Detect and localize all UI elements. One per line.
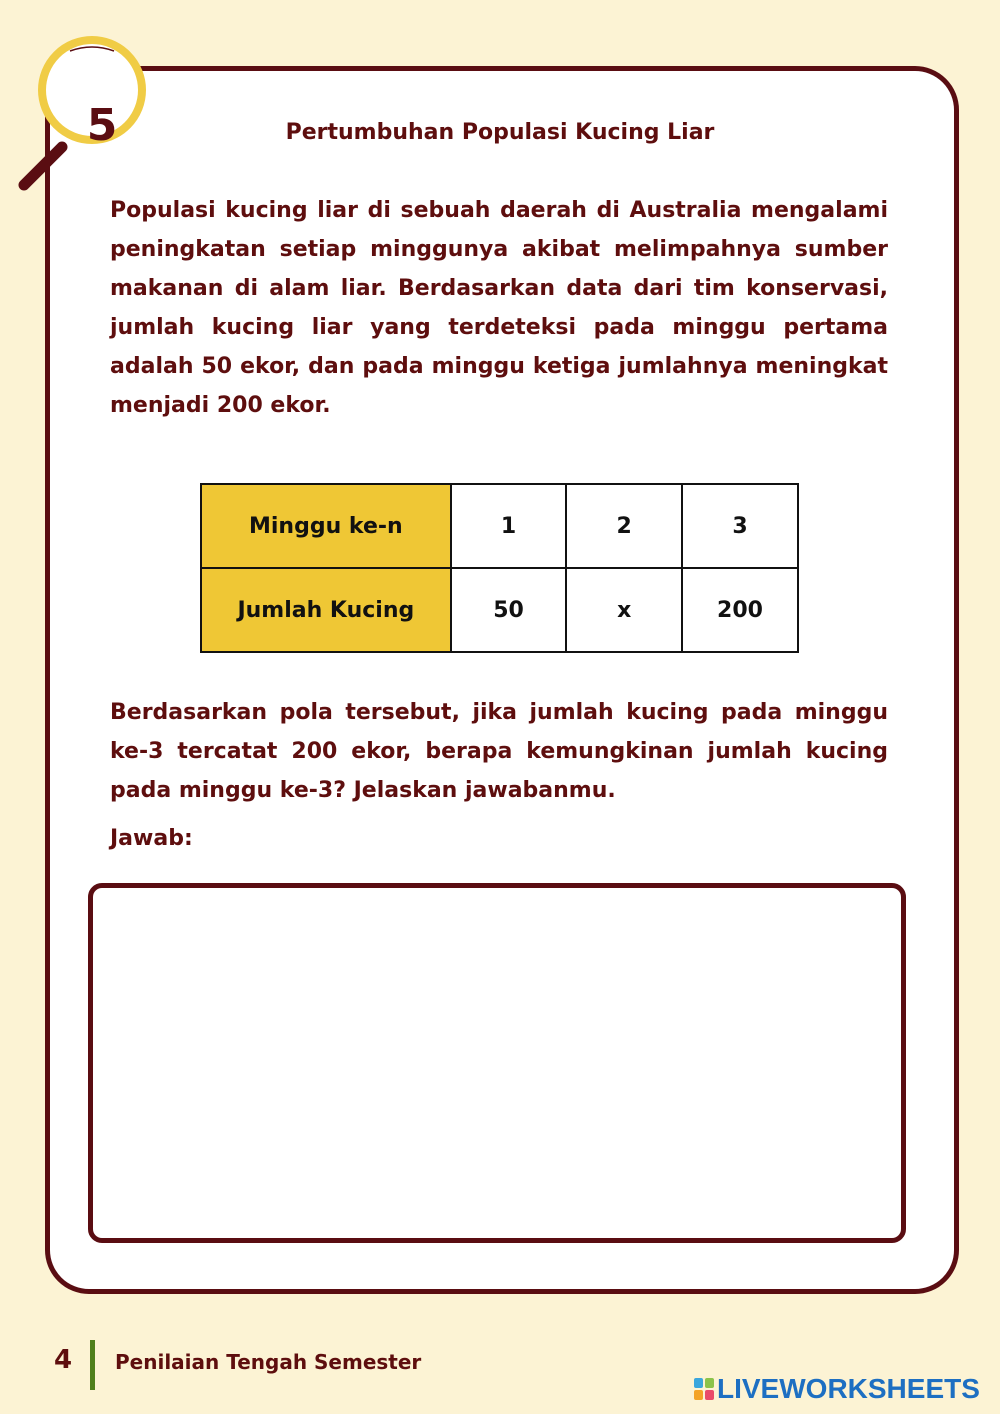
table-row	[201, 484, 798, 568]
brand-name: LIVEWORKSHEETS	[717, 1373, 980, 1404]
footer-title: Penilaian Tengah Semester	[115, 1350, 422, 1374]
footer-divider	[90, 1340, 95, 1390]
question-number: 5	[86, 99, 118, 151]
answer-input-box[interactable]	[88, 883, 906, 1243]
table-header-count: Jumlah Kucing	[201, 568, 451, 652]
question-paragraph: Berdasarkan pola tersebut, jika jumlah kucing pada minggu ke-3 tercatat 200 ekor, berapa kemungkinan jumlah kucing pada minggu ke-3? Jelaskan jawabanmu.	[110, 700, 888, 803]
answer-label: Jawab:	[110, 826, 193, 851]
intro-paragraph: Populasi kucing liar di sebuah daerah di Australia mengalami peningkatan setiap minggunya akibat melimpahnya sumber makanan di alam liar. Berdasarkan data dari tim konservasi, jumlah kucing liar yang terdeteksi pada minggu pertama adalah 50 ekor, dan pada minggu ketiga jumlahnya meningkat menjadi 200 ekor.	[110, 198, 888, 418]
magnifier-icon	[10, 35, 160, 195]
table-cell: 1	[451, 484, 567, 568]
page-title: Pertumbuhan Populasi Kucing Liar	[285, 120, 715, 145]
data-table	[200, 483, 799, 653]
table-cell: 50	[451, 568, 567, 652]
page-number: 4	[54, 1345, 73, 1375]
liveworksheets-icon	[693, 1376, 715, 1402]
table-cell: x	[566, 568, 682, 652]
table-header-week: Minggu ke-n	[201, 484, 451, 568]
table-cell: 3	[682, 484, 798, 568]
brand-logo	[693, 1373, 980, 1405]
table-cell: 200	[682, 568, 798, 652]
table-cell: 2	[566, 484, 682, 568]
table-row	[201, 568, 798, 652]
